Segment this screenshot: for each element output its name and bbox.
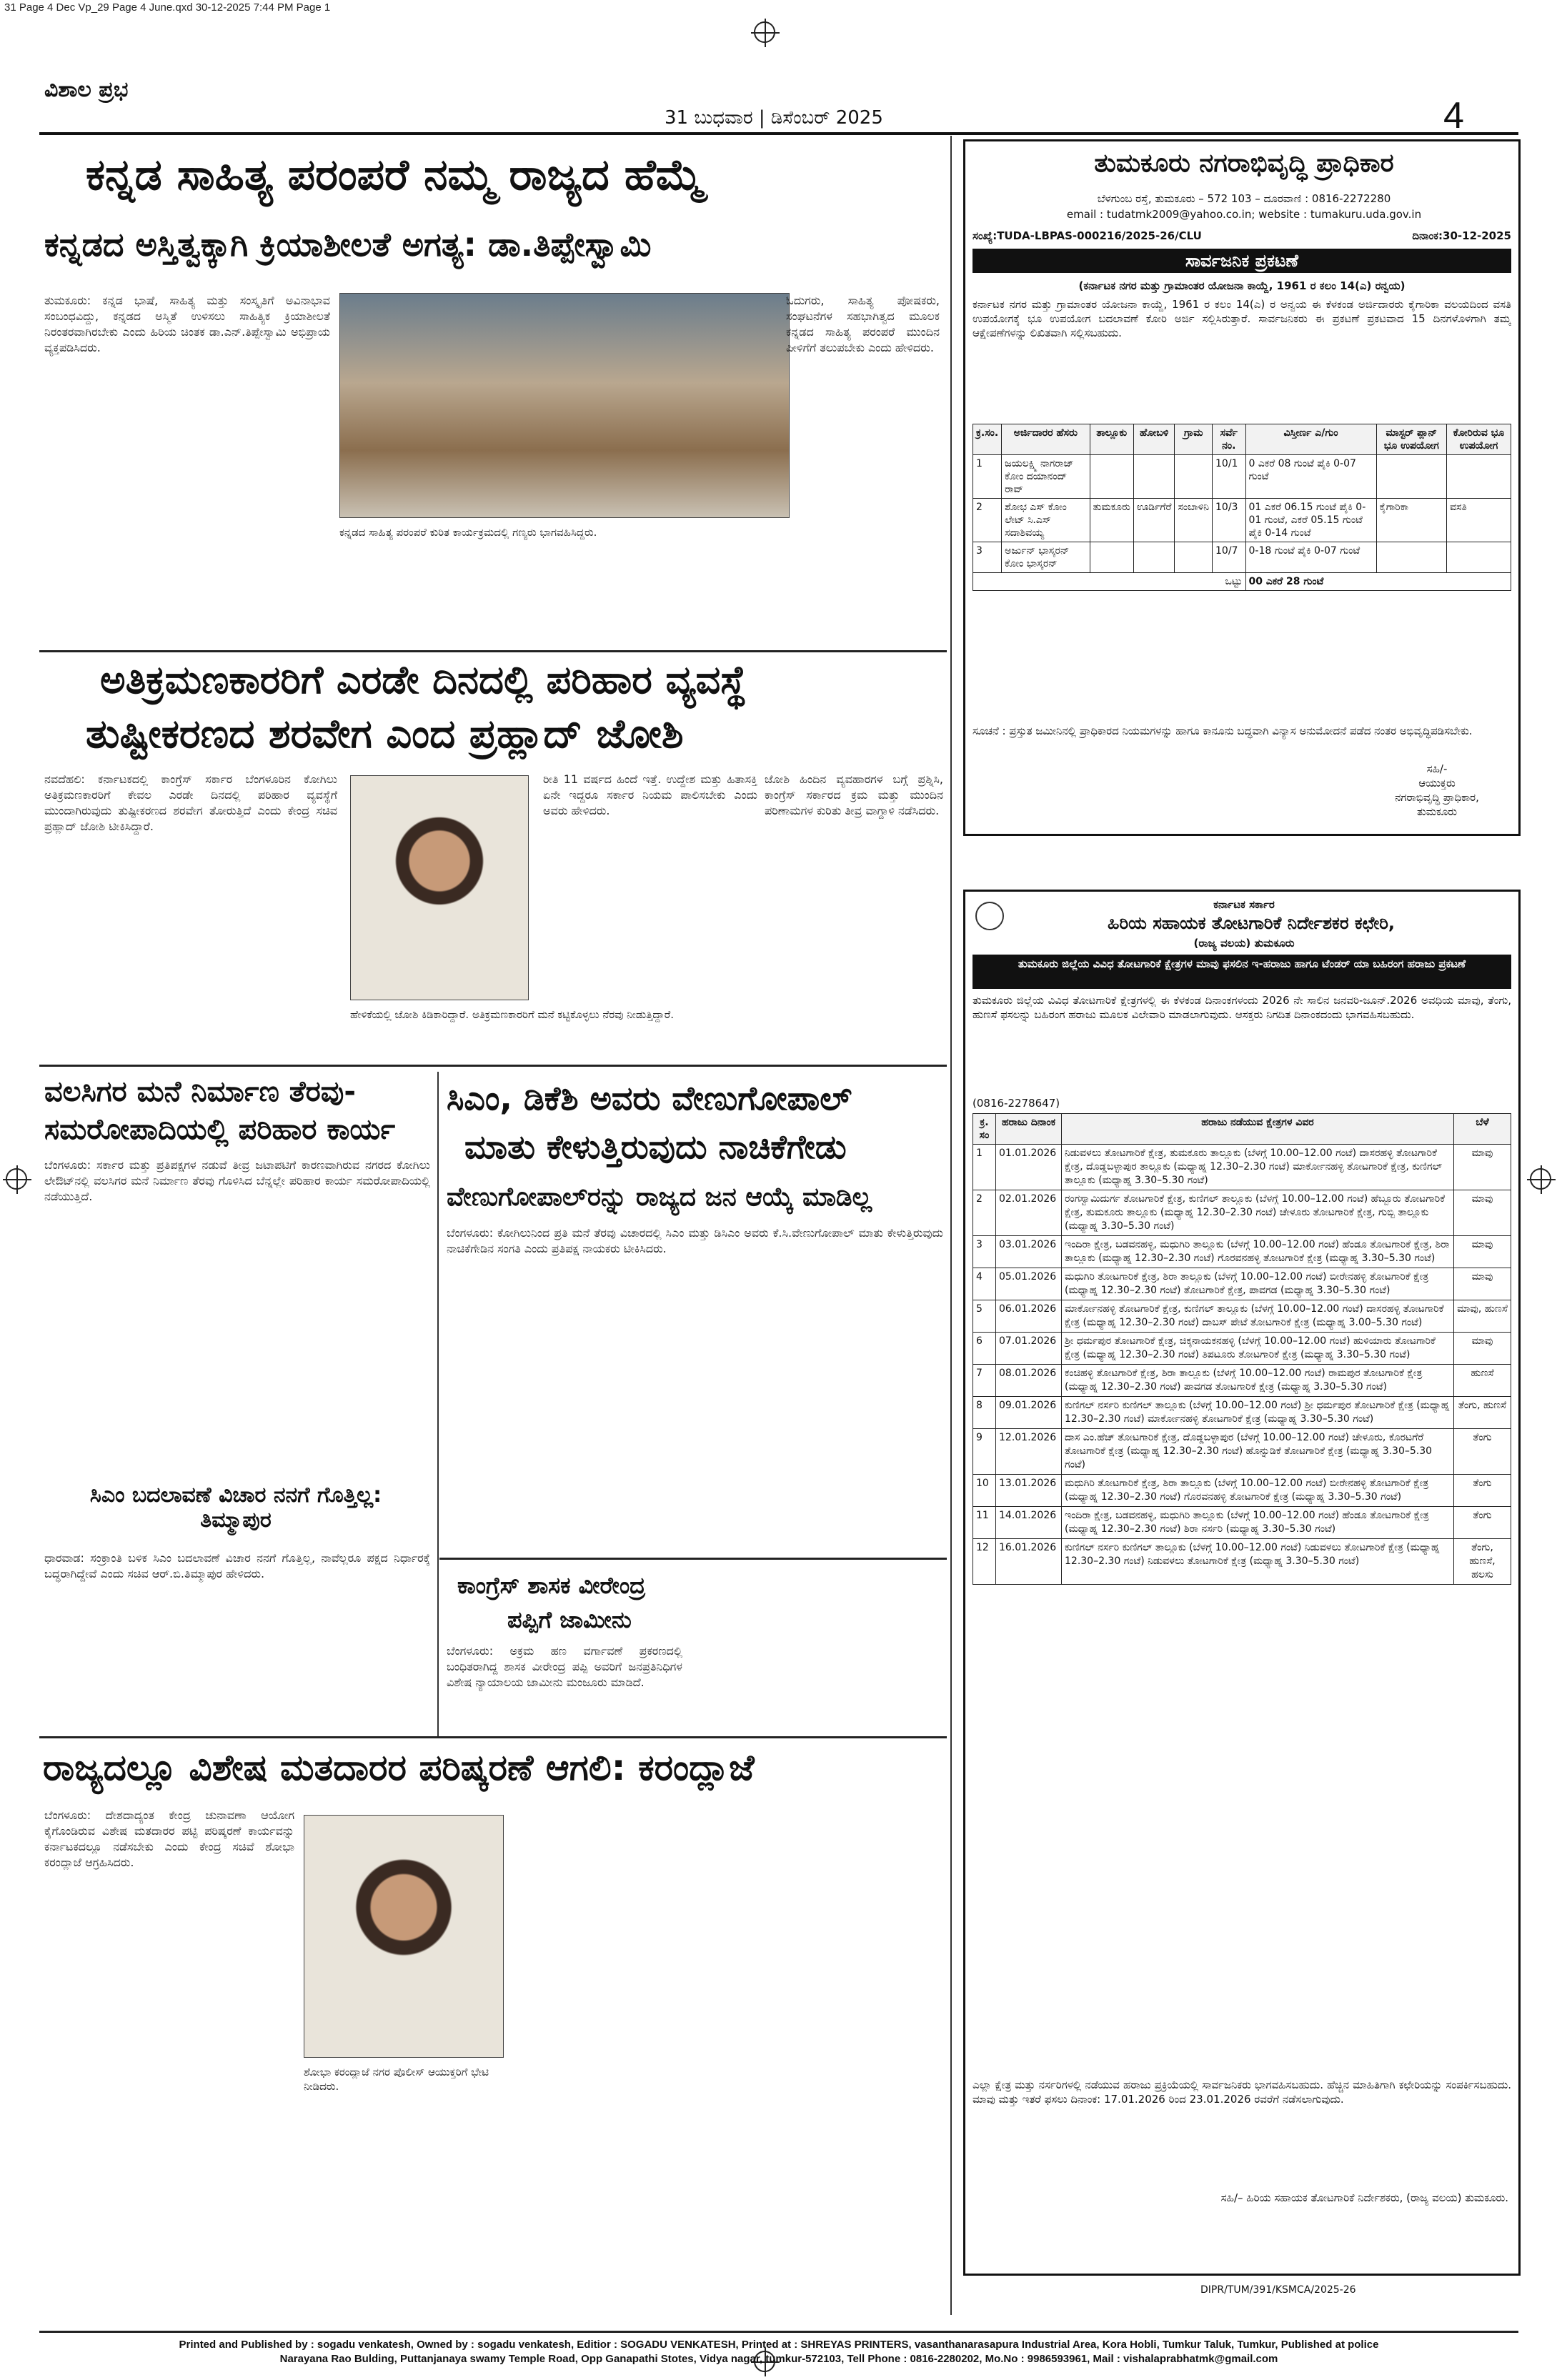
newspaper-logo: ವಿಶಾಲ ಪ್ರಭ (44, 77, 129, 102)
tuda-address: ಬೆಳಗುಂಬ ರಸ್ತೆ, ತುಮಕೂರು – 572 103 – ದೂರವಾಣಿ : 0816-2272280 (1097, 192, 1391, 205)
story6-col3 (522, 1808, 736, 2315)
table-cell: ಊರ್ಡಿಗೆರೆ (1133, 499, 1175, 542)
tuda-title: ತುಮಕೂರು ನಗರಾಭಿವೃದ್ಧಿ ಪ್ರಾಧಿಕಾರ (1094, 149, 1394, 178)
story-divider (39, 1736, 947, 1738)
table-cell: 12 (973, 1539, 996, 1585)
table-cell (1090, 542, 1133, 573)
table-header-cell: ಅರ್ಜಿದಾರರ ಹೆಸರು (1002, 424, 1090, 455)
print-slug: 31 Page 4 Dec Vp_29 Page 4 June.qxd 30-12-2025 7:44 PM Page 1 (4, 1, 331, 14)
table-header-cell: ಕೋರಿರುವ ಭೂ ಉಪಯೋಗ (1446, 424, 1511, 455)
table-cell: 7 (973, 1365, 996, 1397)
notice2-outro: ಎಲ್ಲಾ ಕ್ಷೇತ್ರ ಮತ್ತು ನರ್ಸರಿಗಳಲ್ಲಿ ನಡೆಯುವ ಹರಾಜು ಪ್ರಕ್ರಿಯೆಯಲ್ಲಿ ಸಾರ್ವಜನಿಕರು ಭಾಗವಹಿಸಬಹುದು. ಹೆಚ್ಚಿನ ಮಾಹಿತಿಗಾಗಿ ಕಛೇರಿಯನ್ನು ಸಂಪರ್ಕಿಸಬಹುದು. ಮಾವು ಮತ್ತು ಇತರೆ ಫಸಲು ದಿನಾಂಕ: 17.01.2026 ರಿಂದ 23.01.2026 ರವರೆಗೆ ನಡೆಸಲಾಗುವುದು. (972, 2078, 1511, 2106)
table-cell: 4 (973, 1268, 996, 1300)
table-cell: 9 (973, 1429, 996, 1475)
story1-col3: ಓದುಗರು, ಸಾಹಿತ್ಯ ಪೋಷಕರು, ಸಂಘಟನೆಗಳ ಸಹಭಾಗಿತ್ವದ ಮೂಲಕ ಕನ್ನಡದ ಸಾಹಿತ್ಯ ಪರಂಪರೆ ಮುಂದಿನ ಪೀಳಿಗೆಗೆ ತಲುಪಬೇಕು ಎಂದು ಹೇಳಿದರು. (786, 294, 940, 354)
table-row (973, 1236, 1511, 1268)
tuda-land-table (972, 424, 1511, 591)
page-number: 4 (1443, 95, 1464, 136)
table-cell: ತೆಂಗು (1454, 1507, 1511, 1539)
story1-headline: ಕನ್ನಡ ಸಾಹಿತ್ಯ ಪರಂಪರೆ ನಮ್ಮ ರಾಜ್ಯದ ಹೆಮ್ಮೆ (86, 150, 705, 200)
table-cell: 10/3 (1213, 499, 1246, 542)
table-cell: ಮಾವು (1454, 1333, 1511, 1365)
table-cell: ಇಂದಿರಾ ಕ್ಷೇತ್ರ, ಬಡವನಹಳ್ಳಿ, ಮಧುಗಿರಿ ತಾಲ್ಲೂಕು (ಬೆಳಗ್ಗೆ 10.00–12.00 ಗಂಟೆ) ಹೆಂಡೂ ತೋಟಗಾರಿಕೆ ಕ್ಷೇತ್ರ, ಶಿರಾ ತಾಲ್ಲೂಕು (ಮಧ್ಯಾಹ್ನ 12.30–2.30 ಗಂಟೆ) ಗೊರವನಹಳ್ಳಿ ತೋಟಗಾರಿಕೆ ಕ್ಷೇತ್ರ (ಮಧ್ಯಾಹ್ನ 3.30–5.30 ಗಂಟೆ) (1062, 1236, 1454, 1268)
table-cell: 01 ಎಕರೆ 06.15 ಗುಂಟೆ ಪೈಕಿ 0-01 ಗುಂಟೆ, ಎಕರೆ 05.15 ಗುಂಟೆ ಪೈಕಿ 0-14 ಗುಂಟೆ (1245, 499, 1376, 542)
table-cell: ಮಧುಗಿರಿ ತೋಟಗಾರಿಕೆ ಕ್ಷೇತ್ರ, ಶಿರಾ ತಾಲ್ಲೂಕು (ಬೆಳಗ್ಗೆ 10.00–12.00 ಗಂಟೆ) ಬೀರೇನಹಳ್ಳಿ ತೋಟಗಾರಿಕೆ ಕ್ಷೇತ್ರ (ಮಧ್ಯಾಹ್ನ 12.30–2.30 ಗಂಟೆ) ತೋಟಗಾರಿಕೆ ಕ್ಷೇತ್ರ, ಪಾವಗಡ (ಮಧ್ಯಾಹ್ನ 3.30–5.30 ಗಂಟೆ) (1062, 1268, 1454, 1300)
story1-subhead: ಕನ್ನಡದ ಅಸ್ತಿತ್ವಕ್ಕಾಗಿ ಕ್ರಿಯಾಶೀಲತೆ ಅಗತ್ಯ: ಡಾ.ತಿಪ್ಪೇಸ್ವಾಮಿ (44, 225, 652, 264)
table-cell: ನಿಡುವಳಲು ತೋಟಗಾರಿಕೆ ಕ್ಷೇತ್ರ, ತುಮಕೂರು ತಾಲ್ಲೂಕು (ಬೆಳಗ್ಗೆ 10.00–12.00 ಗಂಟೆ) ದಾಸರಹಳ್ಳಿ ತೋಟಗಾರಿಕೆ ಕ್ಷೇತ್ರ, ದೊಡ್ಡಬಳ್ಳಾಪುರ ತಾಲ್ಲೂಕು (ಮಧ್ಯಾಹ್ನ 12.30–2.30 ಗಂಟೆ) ಮಾರ್ಕೋನಹಳ್ಳಿ ತೋಟಗಾರಿಕೆ ಕ್ಷೇತ್ರ, ಕುಣಿಗಲ್ ತಾಲ್ಲೂಕು (ಮಧ್ಯಾಹ್ನ 3.30–5.30 ಗಂಟೆ) (1062, 1145, 1454, 1190)
table-cell: ಕಂಚಿಹಳ್ಳಿ ತೋಟಗಾರಿಕೆ ಕ್ಷೇತ್ರ, ಶಿರಾ ತಾಲ್ಲೂಕು (ಬೆಳಗ್ಗೆ 10.00–12.00 ಗಂಟೆ) ರಾಮಪುರ ತೋಟಗಾರಿಕೆ ಕ್ಷೇತ್ರ (ಮಧ್ಯಾಹ್ನ 12.30–2.30 ಗಂಟೆ) ಪಾವಗಡ ತೋಟಗಾರಿಕೆ ಕ್ಷೇತ್ರ (ಮಧ್ಯಾಹ್ನ 3.30–5.30 ಗಂಟೆ) (1062, 1365, 1454, 1397)
story-divider (39, 650, 947, 652)
story3-headline-line2: ಸಮರೋಪಾದಿಯಲ್ಲಿ ಪರಿಹಾರ ಕಾರ್ಯ (44, 1113, 396, 1146)
table-cell (1376, 455, 1446, 499)
table-cell: 2 (973, 499, 1002, 542)
table-header-cell: ವಿಸ್ತೀರ್ಣ ಎ/ಗುಂ (1245, 424, 1376, 455)
imprint-line-1: Printed and Published by : sogadu venkatesh, Owned by : sogadu venkatesh, Editior : SOGADU VENKATESH, Printed at : SHREYAS PRINTERS, vasanthanarasapura Industrial Area, Kora Hobli, Tumkur Taluk, Tumkur, Published at police (179, 2339, 1379, 2351)
table-cell: 11 (973, 1507, 996, 1539)
story5-headline-line1: ಕಾಂಗ್ರೆಸ್ ಶಾಸಕ ವೀರೇಂದ್ರ (457, 1572, 646, 1599)
table-cell: 07.01.2026 (996, 1333, 1062, 1365)
table-cell: 3 (973, 1236, 996, 1268)
table-row (973, 1397, 1511, 1429)
table-row (973, 1429, 1511, 1475)
table-cell: ಮಾರ್ಕೋನಹಳ್ಳಿ ತೋಟಗಾರಿಕೆ ಕ್ಷೇತ್ರ, ಕುಣಿಗಲ್ ತಾಲ್ಲೂಕು (ಬೆಳಗ್ಗೆ 10.00–12.00 ಗಂಟೆ) ದಾಸರಹಳ್ಳಿ ತೋಟಗಾರಿಕೆ ಕ್ಷೇತ್ರ (ಮಧ್ಯಾಹ್ನ 12.30–2.30 ಗಂಟೆ) ದಾಬಸ್ ಪೇಟೆ ತೋಟಗಾರಿಕೆ ಕ್ಷೇತ್ರ (ಮಧ್ಯಾಹ್ನ 3.00–5.30 ಗಂಟೆ) (1062, 1300, 1454, 1333)
table-cell: 1 (973, 455, 1002, 499)
auction-schedule-table (972, 1113, 1511, 1585)
story4-subhead: ವೇಣುಗೋಪಾಲ್‌ರನ್ನು ರಾಜ್ಯದ ಜನ ಆಯ್ಕೆ ಮಾಡಿಲ್ಲ (447, 1182, 872, 1212)
table-cell: ಸಂಬಾಳಿನಿ (1175, 499, 1213, 542)
notice2-intro: ತುಮಕೂರು ಜಿಲ್ಲೆಯ ವಿವಿಧ ತೋಟಗಾರಿಕೆ ಕ್ಷೇತ್ರಗಳಲ್ಲಿ ಈ ಕೆಳಕಂಡ ದಿನಾಂಕಗಳಂದು 2026 ನೇ ಸಾಲಿನ ಜನವರಿ-ಜೂನ್.2026 ಅವಧಿಯ ಮಾವು, ತೆಂಗು, ಹುಣಸೆ ಫಸಲನ್ನು ಬಹಿರಂಗ ಹರಾಜು ಮೂಲಕ ವಿಲೇವಾರಿ ಮಾಡಲಾಗುವುದು. ಆಸಕ್ತರು ನಿಗದಿತ ದಿನಾಂಕದಂದು ಭಾಗವಹಿಸಬಹುದು. (972, 994, 1511, 1021)
column-divider (437, 1072, 439, 1736)
tuda-date: ದಿನಾಂಕ:30-12-2025 (1412, 229, 1511, 242)
notice2-bar: ತುಮಕೂರು ಜಿಲ್ಲೆಯ ವಿವಿಧ ತೋಟಗಾರಿಕೆ ಕ್ಷೇತ್ರಗಳ ಮಾವು ಫಸಲಿನ ಇ-ಹರಾಜು ಹಾಗೂ ಟೆಂಡರ್ ಯಾ ಬಹಿರಂಗ ಹರಾಜು ಪ್ರಕಟಣೆ (972, 955, 1511, 989)
table-header-cell: ಮಾಸ್ಟರ್ ಪ್ಲಾನ್ ಭೂ ಉಪಯೋಗ (1376, 424, 1446, 455)
table-cell: 05.01.2026 (996, 1268, 1062, 1300)
table-cell: ವಸತಿ (1446, 499, 1511, 542)
table-cell: ಅರ್ಜುನ್ ಭಾಸ್ಕರನ್ ಕೋಂ ಭಾಸ್ಕರನ್ (1002, 542, 1090, 573)
table-row (973, 1475, 1511, 1507)
story2-col3: ಜೋಶಿ ಹಿಂದಿನ ವ್ಯವಹಾರಗಳ ಬಗ್ಗೆ ಪ್ರಶ್ನಿಸಿ, ಕಾಂಗ್ರೆಸ್ ಸರ್ಕಾರದ ಕ್ರಮ ಮತ್ತು ಮುಂದಿನ ಪರಿಣಾಮಗಳ ಕುರಿತು ತೀವ್ರ ವಾಗ್ದಾಳಿ ನಡೆಸಿದರು. (765, 772, 943, 817)
tuda-sign-3: ನಗರಾಭಿವೃದ್ಧಿ ಪ್ರಾಧಿಕಾರ, (1395, 791, 1479, 804)
table-cell: 09.01.2026 (996, 1397, 1062, 1429)
table-cell: ಮಾವು (1454, 1268, 1511, 1300)
story2-photo-caption: ಹೇಳಿಕೆಯಲ್ಲಿ ಜೋಶಿ ಕಿಡಿಕಾರಿದ್ದಾರೆ. ಅತಿಕ್ರಮಣಕಾರರಿಗೆ ಮನೆ ಕಟ್ಟಿಕೊಳ್ಳಲು ನೆರವು ನೀಡುತ್ತಿದ್ದಾರೆ. (350, 1008, 675, 1021)
table-cell: 1 (973, 1145, 996, 1190)
table-cell (1446, 542, 1511, 573)
table-cell: 0-18 ಗುಂಟೆ ಪೈಕಿ 0-07 ಗುಂಟೆ (1245, 542, 1376, 573)
registration-mark-icon (1530, 1168, 1551, 1190)
story3-body2: ಧಾರವಾಡ: ಸಂಕ್ರಾಂತಿ ಬಳಿಕ ಸಿಎಂ ಬದಲಾವಣೆ ವಿಚಾರ ನನಗೆ ಗೊತ್ತಿಲ್ಲ, ನಾವೆಲ್ಲರೂ ಪಕ್ಷದ ನಿರ್ಧಾರಕ್ಕೆ ಬದ್ಧರಾಗಿದ್ದೇವೆ ಎಂದು ಸಚಿವ ಆರ್.ಬಿ.ತಿಮ್ಮಾಪುರ ಹೇಳಿದರು. (44, 1551, 430, 1580)
tuda-ref-number: ಸಂಖ್ಯೆ:TUDA-LBPAS-000216/2025-26/CLU (972, 229, 1202, 242)
table-cell (1133, 542, 1175, 573)
table-cell: 08.01.2026 (996, 1365, 1062, 1397)
table-row (973, 1539, 1511, 1585)
table-cell: ಇಂದಿರಾ ಕ್ಷೇತ್ರ, ಬಡವನಹಳ್ಳಿ, ಮಧುಗಿರಿ ತಾಲ್ಲೂಕು (ಬೆಳಗ್ಗೆ 10.00–12.00 ಗಂಟೆ) ಹೆಂಡೂ ತೋಟಗಾರಿಕೆ ಕ್ಷೇತ್ರ (ಮಧ್ಯಾಹ್ನ 12.30–2.30 ಗಂಟೆ) ಶಿರಾ ನರ್ಸರಿ (ಮಧ್ಯಾಹ್ನ 3.30–5.30 ಗಂಟೆ) (1062, 1507, 1454, 1539)
public-notice-bar: ಸಾರ್ವಜನಿಕ ಪ್ರಕಟಣೆ (972, 249, 1511, 273)
tuda-sign-4: ತುಮಕೂರು (1416, 805, 1457, 818)
story4-body: ಬೆಂಗಳೂರು: ಕೋಗಿಲುನಿಂದ ಪ್ರತಿ ಮನೆ ತೆರವು ವಿಚಾರದಲ್ಲಿ ಸಿಎಂ ಮತ್ತು ಡಿಸಿಎಂ ಅವರು ಕೆ.ಸಿ.ವೇಣುಗೋಪಾಲ್ ಮಾತು ಕೇಳುತ್ತಿರುವುದು ನಾಚಿಕೆಗೇಡಿನ ಸಂಗತಿ ಎಂದು ಪ್ರತಿಪಕ್ಷ ನಾಯಕರು ಟೀಕಿಸಿದರು. (447, 1226, 943, 1255)
imprint-footer (100, 2338, 1458, 2366)
tuda-sign-2: ಆಯುಕ್ತರು (1418, 777, 1456, 790)
table-cell: ಮಾವು (1454, 1190, 1511, 1236)
story5-body: ಬೆಂಗಳೂರು: ಅಕ್ರಮ ಹಣ ವರ್ಗಾವಣೆ ಪ್ರಕರಣದಲ್ಲಿ ಬಂಧಿತರಾಗಿದ್ದ ಶಾಸಕ ವೀರೇಂದ್ರ ಪಪ್ಪಿ ಅವರಿಗೆ ಜನಪ್ರತಿನಿಧಿಗಳ ವಿಶೇಷ ನ್ಯಾಯಾಲಯ ಜಾಮೀನು ಮಂಜೂರು ಮಾಡಿದೆ. (447, 1644, 682, 1689)
table-cell: 10 (973, 1475, 996, 1507)
notice2-sign: ಸಹಿ/– ಹಿರಿಯ ಸಹಾಯಕ ತೋಟಗಾರಿಕೆ ನಿರ್ದೇಶಕರು, (ರಾಜ್ಯ ವಲಯ) ತುಮಕೂರು. (1220, 2191, 1508, 2204)
table-cell: 14.01.2026 (996, 1507, 1062, 1539)
table-header-row (973, 1114, 1511, 1145)
masthead-rule (39, 132, 1518, 135)
table-cell: ಮಧುಗಿರಿ ತೋಟಗಾರಿಕೆ ಕ್ಷೇತ್ರ, ಶಿರಾ ತಾಲ್ಲೂಕು (ಬೆಳಗ್ಗೆ 10.00–12.00 ಗಂಟೆ) ಬೀರೇನಹಳ್ಳಿ ತೋಟಗಾರಿಕೆ ಕ್ಷೇತ್ರ (ಮಧ್ಯಾಹ್ನ 12.30–2.30 ಗಂಟೆ) ಗೊರವನಹಳ್ಳಿ ತೋಟಗಾರಿಕೆ ಕ್ಷೇತ್ರ (ಮಧ್ಯಾಹ್ನ 3.30–5.30 ಗಂಟೆ) (1062, 1475, 1454, 1507)
tuda-body: ಕರ್ನಾಟಕ ನಗರ ಮತ್ತು ಗ್ರಾಮಾಂತರ ಯೋಜನಾ ಕಾಯ್ದೆ, 1961 ರ ಕಲಂ 14(ಎ) ರ ಅನ್ವಯ ಈ ಕೆಳಕಂಡ ಅರ್ಜಿದಾರರು ಕೈಗಾರಿಕಾ ವಲಯದಿಂದ ವಸತಿ ಉಪಯೋಗಕ್ಕೆ ಭೂ ಉಪಯೋಗ ಬದಲಾವಣೆ ಕೋರಿ ಅರ್ಜಿ ಸಲ್ಲಿಸಿರುತ್ತಾರೆ. ಸಾರ್ವಜನಿಕರು ಈ ಪ್ರಕಟಣೆ ಪ್ರಕಟವಾದ 15 ದಿನಗಳೊಳಗಾಗಿ ತಮ್ಮ ಆಕ್ಷೇಪಣೆಗಳನ್ನು ಲಿಖಿತವಾಗಿ ಸಲ್ಲಿಸಬಹುದು. (972, 298, 1511, 339)
table-cell: 2 (973, 1190, 996, 1236)
notice2-phone: (0816-2278647) (972, 1097, 1060, 1110)
table-cell: ತೆಂಗು (1454, 1429, 1511, 1475)
table-row (973, 1300, 1511, 1333)
table-cell: 3 (973, 542, 1002, 573)
story6-photo-caption: ಶೋಭಾ ಕರಂದ್ಲಾಜೆ ನಗರ ಪೊಲೀಸ್ ಆಯುಕ್ತರಿಗೆ ಭೇಟಿ ನೀಡಿದರು. (304, 2066, 489, 2093)
story6-col4 (743, 1808, 943, 2315)
table-total-row (973, 573, 1511, 591)
table-header-cell: ಹರಾಜು ದಿನಾಂಕ (996, 1114, 1062, 1145)
registration-mark-icon (754, 21, 775, 43)
table-cell: ಮಾವು (1454, 1145, 1511, 1190)
table-cell: ಶೋಭ ಎಸ್ ಕೋಂ ಲೇಟ್ ಸಿ.ಎಸ್ ಸದಾಶಿವಯ್ಯ (1002, 499, 1090, 542)
story2-col1: ನವದೆಹಲಿ: ಕರ್ನಾಟಕದಲ್ಲಿ ಕಾಂಗ್ರೆಸ್ ಸರ್ಕಾರ ಬೆಂಗಳೂರಿನ ಕೋಗಿಲು ಅತಿಕ್ರಮಣಕಾರರಿಗೆ ಕೇವಲ ಎರಡೇ ದಿನದಲ್ಲಿ ಪರಿಹಾರ ವ್ಯವಸ್ಥೆಗೆ ಮುಂದಾಗಿರುವುದು ತುಷ್ಟೀಕರಣದ ಶರವೇಗ ತೋರುತ್ತಿದೆ ಎಂದು ಕೇಂದ್ರ ಸಚಿವ ಪ್ರಹ್ಲಾದ್ ಜೋಶಿ ಟೀಕಿಸಿದ್ದಾರೆ. (44, 772, 337, 833)
table-header-cell: ಸರ್ವೆ ನಂ. (1213, 424, 1246, 455)
story-divider (39, 1065, 947, 1067)
table-row (973, 1145, 1511, 1190)
joshi-portrait-photo (350, 775, 529, 1000)
table-cell: 5 (973, 1300, 996, 1333)
table-row (973, 542, 1511, 573)
total-label: ಒಟ್ಟು (973, 573, 1246, 591)
table-row (973, 1365, 1511, 1397)
story2-col2: ರೀತಿ 11 ವರ್ಷದ ಹಿಂದೆ ಇತ್ತೆ. ಉದ್ದೇಶ ಮತ್ತು ಹಿತಾಸಕ್ತಿ ಏನೇ ಇದ್ದರೂ ಸರ್ಕಾರ ನಿಯಮ ಪಾಲಿಸಬೇಕು ಎಂದು ಅವರು ಹೇಳಿದರು. (543, 772, 757, 817)
table-cell: 8 (973, 1397, 996, 1429)
table-row (973, 1507, 1511, 1539)
table-cell: 03.01.2026 (996, 1236, 1062, 1268)
column-divider (950, 136, 952, 2315)
story1-event-photo (339, 293, 790, 518)
table-cell: ಕುಣಿಗಲ್ ನರ್ಸರಿ ಕುಣಿಗಲ್ ತಾಲ್ಲೂಕು (ಬೆಳಗ್ಗೆ 10.00–12.00 ಗಂಟೆ) ಶ್ರೀ ಧರ್ಮಪುರ ತೋಟಗಾರಿಕೆ ಕ್ಷೇತ್ರ (ಮಧ್ಯಾಹ್ನ 12.30–2.30 ಗಂಟೆ) ಮಾರ್ಕೋನಹಳ್ಳಿ ತೋಟಗಾರಿಕೆ ಕ್ಷೇತ್ರ (ಮಧ್ಯಾಹ್ನ 3.30–5.30 ಗಂಟೆ) (1062, 1397, 1454, 1429)
table-row (973, 499, 1511, 542)
table-cell: 06.01.2026 (996, 1300, 1062, 1333)
story3-subhead: ಸಿಎಂ ಬದಲಾವಣೆ ವಿಚಾರ ನನಗೆ ಗೊತ್ತಿಲ್ಲ: ತಿಮ್ಮಾಪುರ (89, 1483, 382, 1533)
notice2-subtitle: (ರಾಜ್ಯ ವಲಯ) ತುಮಕೂರು (1193, 937, 1295, 950)
table-cell: 02.01.2026 (996, 1190, 1062, 1236)
table-cell: ರಂಗಸ್ವಾಮಿದುರ್ಗ ತೋಟಗಾರಿಕೆ ಕ್ಷೇತ್ರ, ಕುಣಿಗಲ್ ತಾಲ್ಲೂಕು (ಬೆಳಗ್ಗೆ 10.00–12.00 ಗಂಟೆ) ಹೆಬ್ಬೂರು ತೋಟಗಾರಿಕೆ ಕ್ಷೇತ್ರ, ತುಮಕೂರು ತಾಲ್ಲೂಕು (ಮಧ್ಯಾಹ್ನ 12.30–2.30 ಗಂಟೆ) ಚೇಳೂರು ತೋಟಗಾರಿಕೆ ಕ್ಷೇತ್ರ, ಗುಬ್ಬಿ ತಾಲ್ಲೂಕು (ಮಧ್ಯಾಹ್ನ 3.30–5.30 ಗಂಟೆ) (1062, 1190, 1454, 1236)
tuda-public-notice (963, 139, 1521, 836)
table-cell: ತುಮಕೂರು (1090, 499, 1133, 542)
tuda-note: ಸೂಚನೆ : ಪ್ರಸ್ತುತ ಜಮೀನಿನಲ್ಲಿ ಪ್ರಾಧಿಕಾರದ ನಿಯಮಗಳನ್ನು ಹಾಗೂ ಕಾನೂನು ಬದ್ಧವಾಗಿ ವಿನ್ಯಾಸ ಅನುಮೋದನೆ ಪಡೆದ ನಂತರ ಅಭಿವೃದ್ಧಿಪಡಿಸಬೇಕು. (972, 725, 1473, 737)
horticulture-auction-notice (963, 890, 1521, 2276)
issue-date: 31 ಬುಧವಾರ | ಡಿಸೆಂಬರ್ 2025 (665, 107, 883, 129)
table-cell: ಹುಣಸೆ (1454, 1365, 1511, 1397)
registration-mark-icon (6, 1168, 27, 1190)
table-cell: ದಾಸ ಎಂ.ಹೆಚ್ ತೋಟಗಾರಿಕೆ ಕ್ಷೇತ್ರ, ದೊಡ್ಡಬಳ್ಳಾಪುರ (ಬೆಳಗ್ಗೆ 10.00–12.00 ಗಂಟೆ) ಚೇಳೂರು, ಕೊರಟಗೆರೆ ತೋಟಗಾರಿಕೆ ಕ್ಷೇತ್ರ (ಮಧ್ಯಾಹ್ನ 12.30–2.30 ಗಂಟೆ) ಹೊನ್ನುಡಿಕೆ ತೋಟಗಾರಿಕೆ ಕ್ಷೇತ್ರ (ಮಧ್ಯಾಹ್ನ 3.30–5.30 ಗಂಟೆ) (1062, 1429, 1454, 1475)
table-header-cell: ಕ್ರ.ಸಂ. (973, 424, 1002, 455)
dipr-code: DIPR/TUM/391/KSMCA/2025-26 (1200, 2284, 1356, 2296)
story6-body: ಬೆಂಗಳೂರು: ದೇಶದಾದ್ಯಂತ ಕೇಂದ್ರ ಚುನಾವಣಾ ಆಯೋಗ ಕೈಗೊಂಡಿರುವ ವಿಶೇಷ ಮತದಾರರ ಪಟ್ಟಿ ಪರಿಷ್ಕರಣೆ ಕಾರ್ಯವನ್ನು ಕರ್ನಾಟಕದಲ್ಲೂ ನಡೆಸಬೇಕು ಎಂದು ಕೇಂದ್ರ ಸಚಿವೆ ಶೋಭಾ ಕರಂದ್ಲಾಜೆ ಆಗ್ರಹಿಸಿದರು. (44, 1808, 294, 1869)
table-cell (1446, 455, 1511, 499)
table-cell: 12.01.2026 (996, 1429, 1062, 1475)
table-cell: ಮಾವು, ಹುಣಸೆ (1454, 1300, 1511, 1333)
karandlaje-portrait-photo (304, 1815, 504, 2058)
table-cell (1175, 455, 1213, 499)
table-cell: ಜಯಲಕ್ಷ್ಮಿ ನಾಗರಾಜ್ ಕೋಂ ದಯಾನಂದ್ ರಾವ್ (1002, 455, 1090, 499)
story3-headline-line1: ವಲಸಿಗರ ಮನೆ ನಿರ್ಮಾಣ ತೆರವು- (44, 1075, 356, 1108)
table-cell: 10/1 (1213, 455, 1246, 499)
table-header-cell: ಕ್ರ. ಸಂ (973, 1114, 996, 1145)
story2-headline-line2: ತುಷ್ಟೀಕರಣದ ಶರವೇಗ ಎಂದ ಪ್ರಹ್ಲಾದ್ ಜೋಶಿ (86, 711, 684, 757)
table-header-cell: ಗ್ರಾಮ (1175, 424, 1213, 455)
table-cell (1133, 455, 1175, 499)
table-cell: 01.01.2026 (996, 1145, 1062, 1190)
imprint-line-2: Narayana Rao Bulding, Puttanjanaya swamy Temple Road, Opp Ganapathi Stotes, Vidya nagar, tumkur-572103, Tell Phone : 0816-2280202, Mo.No : 9986593961, Mail : vishalaprabhatmk@gmail.com (279, 2353, 1278, 2365)
table-cell: 10/7 (1213, 542, 1246, 573)
table-cell: ತೆಂಗು, ಹುಣಸೆ (1454, 1397, 1511, 1429)
footer-rule (39, 2331, 1518, 2333)
table-header-cell: ಬೆಳೆ (1454, 1114, 1511, 1145)
story3-body: ಬೆಂಗಳೂರು: ಸರ್ಕಾರ ಮತ್ತು ಪ್ರತಿಪಕ್ಷಗಳ ನಡುವೆ ತೀವ್ರ ಜಟಾಪಟಿಗೆ ಕಾರಣವಾಗಿರುವ ನಗರದ ಕೋಗಿಲು ಲೇಔಟ್‌ನಲ್ಲಿ ವಲಸಿಗರ ಮನೆ ನಿರ್ಮಾಣ ತೆರವು ಗೊಳಿಸಿದ ಬೆನ್ನಲ್ಲೇ ಪರಿಹಾರ ಕಾರ್ಯ ಸಮರೋಪಾದಿಯಲ್ಲಿ ನಡೆಯುತ್ತಿದೆ. (44, 1158, 430, 1203)
table-header-cell: ಹರಾಜು ನಡೆಯುವ ಕ್ಷೇತ್ರಗಳ ವಿವರ (1062, 1114, 1454, 1145)
table-cell: ತೆಂಗು (1454, 1475, 1511, 1507)
table-header-cell: ಹೋಬಳಿ (1133, 424, 1175, 455)
table-cell (1090, 455, 1133, 499)
table-cell (1175, 542, 1213, 573)
notice2-title: ಹಿರಿಯ ಸಹಾಯಕ ತೋಟಗಾರಿಕೆ ನಿರ್ದೇಶಕರ ಕಛೇರಿ, (1107, 913, 1396, 933)
table-row (973, 1268, 1511, 1300)
total-value: 00 ಎಕರೆ 28 ಗುಂಟೆ (1245, 573, 1511, 591)
table-cell: ಶ್ರೀ ಧರ್ಮಪುರ ತೋಟಗಾರಿಕೆ ಕ್ಷೇತ್ರ, ಚಿಕ್ಕನಾಯಕನಹಳ್ಳಿ (ಬೆಳಗ್ಗೆ 10.00–12.00 ಗಂಟೆ) ಹುಳಿಯಾರು ತೋಟಗಾರಿಕೆ ಕ್ಷೇತ್ರ (ಮಧ್ಯಾಹ್ನ 12.30–2.30 ಗಂಟೆ) ತಿಪಟೂರು ತೋಟಗಾರಿಕೆ ಕ್ಷೇತ್ರ (ಮಧ್ಯಾಹ್ನ 3.30–5.30 ಗಂಟೆ) (1062, 1333, 1454, 1365)
table-cell: ಕೈಗಾರಿಕಾ (1376, 499, 1446, 542)
story1-col1: ತುಮಕೂರು: ಕನ್ನಡ ಭಾಷೆ, ಸಾಹಿತ್ಯ ಮತ್ತು ಸಂಸ್ಕೃತಿಗೆ ಅವಿನಾಭಾವ ಸಂಬಂಧವಿದ್ದು, ಕನ್ನಡದ ಅಸ್ಮಿತೆ ಉಳಿಸಲು ಸಾಹಿತ್ಯಿಕ ಕ್ರಿಯಾಶೀಲತೆ ನಿರಂತರವಾಗಿರಬೇಕು ಎಂದು ಹಿರಿಯ ಚಿಂತಕ ಡಾ.ಎನ್.ತಿಪ್ಪೇಸ್ವಾಮಿ ಅಭಿಪ್ರಾಯ ವ್ಯಕ್ತಪಡಿಸಿದರು. (44, 294, 330, 354)
story4-headline-line1: ಸಿಎಂ, ಡಿಕೆಶಿ ಅವರು ವೇಣುಗೋಪಾಲ್ (447, 1079, 852, 1117)
story4-headline-line2: ಮಾತು ಕೇಳುತ್ತಿರುವುದು ನಾಚಿಕೆಗೇಡು (464, 1127, 847, 1166)
table-header-row (973, 424, 1511, 455)
story5-headline-line2: ಪಪ್ಪಿಗೆ ಜಾಮೀನು (507, 1606, 632, 1633)
story1-photo-caption: ಕನ್ನಡದ ಸಾಹಿತ್ಯ ಪರಂಪರೆ ಕುರಿತ ಕಾರ್ಯಕ್ರಮದಲ್ಲಿ ಗಣ್ಯರು ಭಾಗವಹಿಸಿದ್ದರು. (339, 526, 597, 539)
table-cell: ತೆಂಗು, ಹುಣಸೆ, ಹಲಸು (1454, 1539, 1511, 1585)
story2-headline-line1: ಅತಿಕ್ರಮಣಕಾರರಿಗೆ ಎರಡೇ ದಿನದಲ್ಲಿ ಪರಿಹಾರ ವ್ಯವಸ್ಥೆ (100, 657, 747, 702)
table-row (973, 1333, 1511, 1365)
story5-body-cont (693, 1565, 943, 1733)
table-cell: 13.01.2026 (996, 1475, 1062, 1507)
table-cell: 0 ಎಕರೆ 08 ಗುಂಟೆ ಪೈಕಿ 0-07 ಗುಂಟೆ (1245, 455, 1376, 499)
notice2-govt: ಕರ್ನಾಟಕ ಸರ್ಕಾರ (1213, 898, 1275, 911)
tuda-sign-1: ಸಹಿ/- (1426, 762, 1448, 775)
tuda-email: email : tudatmk2009@yahoo.co.in; website : tumakuru.uda.gov.in (1066, 208, 1422, 221)
story6-headline: ರಾಜ್ಯದಲ್ಲೂ ವಿಶೇಷ ಮತದಾರರ ಪರಿಷ್ಕರಣೆ ಆಗಲಿ: ಕರಂದ್ಲಾಜೆ (43, 1747, 755, 1788)
table-header-cell: ತಾಲ್ಲೂಕು (1090, 424, 1133, 455)
table-cell: ಕುಣಿಗಲ್ ನರ್ಸರಿ ಕುಣಿಗಲ್ ತಾಲ್ಲೂಕು (ಬೆಳಗ್ಗೆ 10.00–12.00 ಗಂಟೆ) ನಿಡುವಳಲು ತೋಟಗಾರಿಕೆ ಕ್ಷೇತ್ರ (ಮಧ್ಯಾಹ್ನ 12.30–2.30 ಗಂಟೆ) ನಿಡುವಳಲು ತೋಟಗಾರಿಕೆ ಕ್ಷೇತ್ರ (ಮಧ್ಯಾಹ್ನ 3.30–5.30 ಗಂಟೆ) (1062, 1539, 1454, 1585)
table-cell: ಮಾವು (1454, 1236, 1511, 1268)
table-cell: 16.01.2026 (996, 1539, 1062, 1585)
table-cell (1376, 542, 1446, 573)
table-row (973, 455, 1511, 499)
table-row (973, 1190, 1511, 1236)
story-divider (439, 1558, 947, 1560)
table-cell: 6 (973, 1333, 996, 1365)
tuda-act-line: (ಕರ್ನಾಟಕ ನಗರ ಮತ್ತು ಗ್ರಾಮಾಂತರ ಯೋಜನಾ ಕಾಯ್ದೆ, 1961 ರ ಕಲಂ 14(ಎ) ರನ್ವಯ) (1078, 279, 1406, 292)
